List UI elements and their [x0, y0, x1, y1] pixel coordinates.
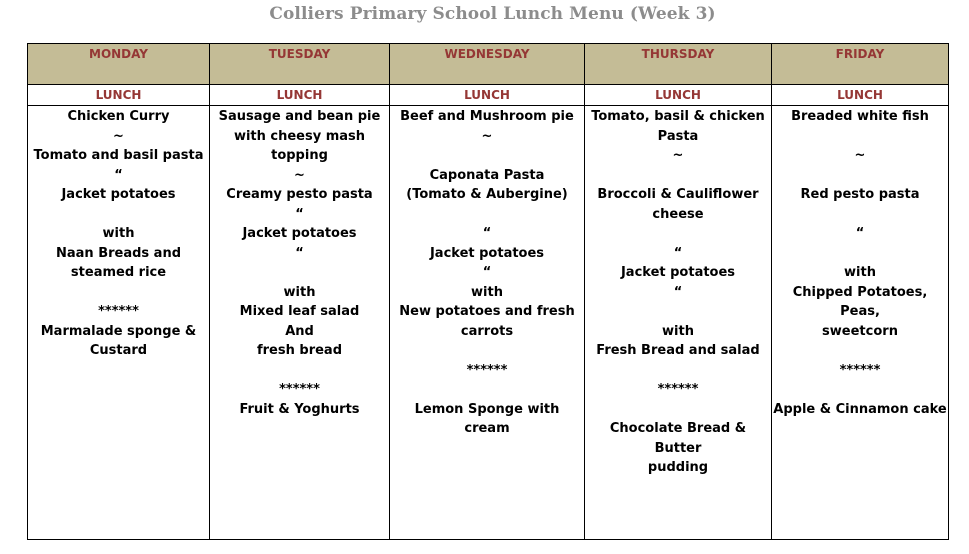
menu-item: Beef and Mushroom pie — [400, 109, 574, 124]
menu-item: Naan Breads and — [55, 245, 182, 261]
menu-item: with — [283, 284, 316, 300]
menu-item: Marmalade sponge & — [40, 323, 197, 339]
menu-item: “ — [673, 245, 683, 261]
menu-item — [390, 380, 584, 400]
menu-item: “ — [855, 226, 865, 241]
menu-item — [772, 244, 948, 264]
menu-item — [390, 146, 584, 166]
menu-item — [772, 205, 948, 225]
menu-item — [210, 263, 389, 283]
menu-item: ****** — [466, 362, 508, 378]
menu-item — [585, 166, 771, 186]
menu-item — [585, 400, 771, 420]
menu-item: ****** — [839, 362, 881, 378]
menu-item: Apple & Cinnamon cake — [773, 401, 947, 417]
meal-subheading: LUNCH — [585, 85, 771, 106]
menu-item — [772, 380, 948, 400]
menu-item: steamed rice — [70, 265, 167, 280]
menu-item: Broccoli & Cauliflower — [597, 187, 759, 202]
meal-subheading: LUNCH — [772, 85, 948, 106]
menu-item: “ — [295, 245, 304, 261]
menu-item — [390, 205, 584, 225]
menu-item — [585, 224, 771, 244]
menu-item: ~ — [294, 167, 305, 183]
menu-item: “ — [482, 265, 492, 280]
menu-item: ****** — [657, 382, 699, 397]
menu-item — [390, 341, 584, 361]
menu-items — [585, 107, 771, 478]
day-header: TUESDAY — [210, 44, 389, 85]
day-header: MONDAY — [28, 44, 209, 85]
day-column-wednesday — [390, 44, 585, 539]
menu-item: Creamy pesto pasta — [226, 187, 373, 202]
menu-item: New potatoes and fresh — [399, 304, 575, 319]
menu-item: Custard — [89, 343, 148, 358]
menu-item: Jacket potatoes — [242, 226, 357, 241]
page-title: Colliers Primary School Lunch Menu (Week 3) — [269, 4, 716, 24]
day-column-monday — [28, 44, 210, 539]
menu-item: sweetcorn — [822, 323, 898, 339]
menu-item: Pasta — [657, 128, 699, 144]
menu-items — [390, 107, 584, 439]
menu-item: Fruit & Yoghurts — [239, 401, 360, 417]
menu-item: (Tomato & Aubergine) — [406, 187, 568, 202]
menu-item: “ — [482, 226, 492, 241]
menu-item: Lemon Sponge with cream — [414, 401, 560, 436]
menu-item — [772, 166, 948, 186]
menu-item: Caponata Pasta — [429, 167, 545, 183]
menu-item: with — [102, 226, 135, 241]
menu-item — [28, 205, 209, 225]
menu-item: Tomato, basil & chicken — [591, 109, 765, 124]
menu-item: carrots — [460, 323, 514, 339]
menu-item: “ — [114, 167, 123, 183]
menu-item — [28, 283, 209, 303]
menu-item: with — [662, 323, 694, 339]
menu-item: ~ — [672, 148, 684, 163]
day-header: WEDNESDAY — [390, 44, 584, 85]
menu-item: with — [844, 265, 876, 280]
menu-item: Sausage and bean pie — [218, 109, 381, 124]
menu-item: Mixed leaf salad — [239, 304, 360, 319]
menu-item: Chicken Curry — [67, 109, 170, 124]
menu-item: Tomato and basil pasta — [33, 148, 204, 163]
meal-subheading: LUNCH — [210, 85, 389, 106]
menu-item: “ — [673, 284, 683, 300]
menu-item: Fresh Bread and salad — [596, 343, 760, 358]
menu-item: with cheesy mash — [233, 128, 366, 144]
menu-table — [27, 43, 949, 540]
menu-item — [772, 127, 948, 147]
menu-item: with — [471, 284, 503, 300]
menu-item: ****** — [98, 304, 139, 319]
menu-item: ****** — [279, 382, 320, 397]
day-column-friday — [772, 44, 948, 539]
menu-items — [772, 107, 948, 419]
menu-items — [28, 107, 209, 361]
menu-item: Jacket potatoes — [61, 187, 176, 202]
menu-item: Jacket potatoes — [429, 245, 545, 261]
menu-item — [210, 361, 389, 381]
menu-item: ~ — [113, 128, 124, 144]
menu-item: ~ — [854, 148, 866, 163]
menu-item: And — [285, 323, 314, 339]
menu-item — [585, 361, 771, 381]
menu-item — [585, 302, 771, 322]
day-header: THURSDAY — [585, 44, 771, 85]
menu-item: pudding — [647, 460, 709, 475]
menu-item: Chipped Potatoes, Peas, — [792, 284, 928, 319]
menu-item: fresh bread — [256, 343, 342, 358]
menu-item: Chocolate Bread & Butter — [609, 421, 747, 456]
meal-subheading: LUNCH — [390, 85, 584, 106]
day-column-thursday — [585, 44, 772, 539]
menu-item — [772, 341, 948, 361]
menu-item: ~ — [481, 128, 493, 144]
day-header: FRIDAY — [772, 44, 948, 85]
menu-item: Breaded white fish — [791, 109, 929, 124]
menu-item: “ — [295, 206, 304, 222]
day-column-tuesday — [210, 44, 390, 539]
meal-subheading: LUNCH — [28, 85, 209, 106]
menu-item: Red pesto pasta — [800, 187, 920, 202]
menu-item: cheese — [652, 206, 704, 222]
menu-item: topping — [271, 148, 328, 163]
menu-item: Jacket potatoes — [620, 265, 736, 280]
menu-items — [210, 107, 389, 419]
